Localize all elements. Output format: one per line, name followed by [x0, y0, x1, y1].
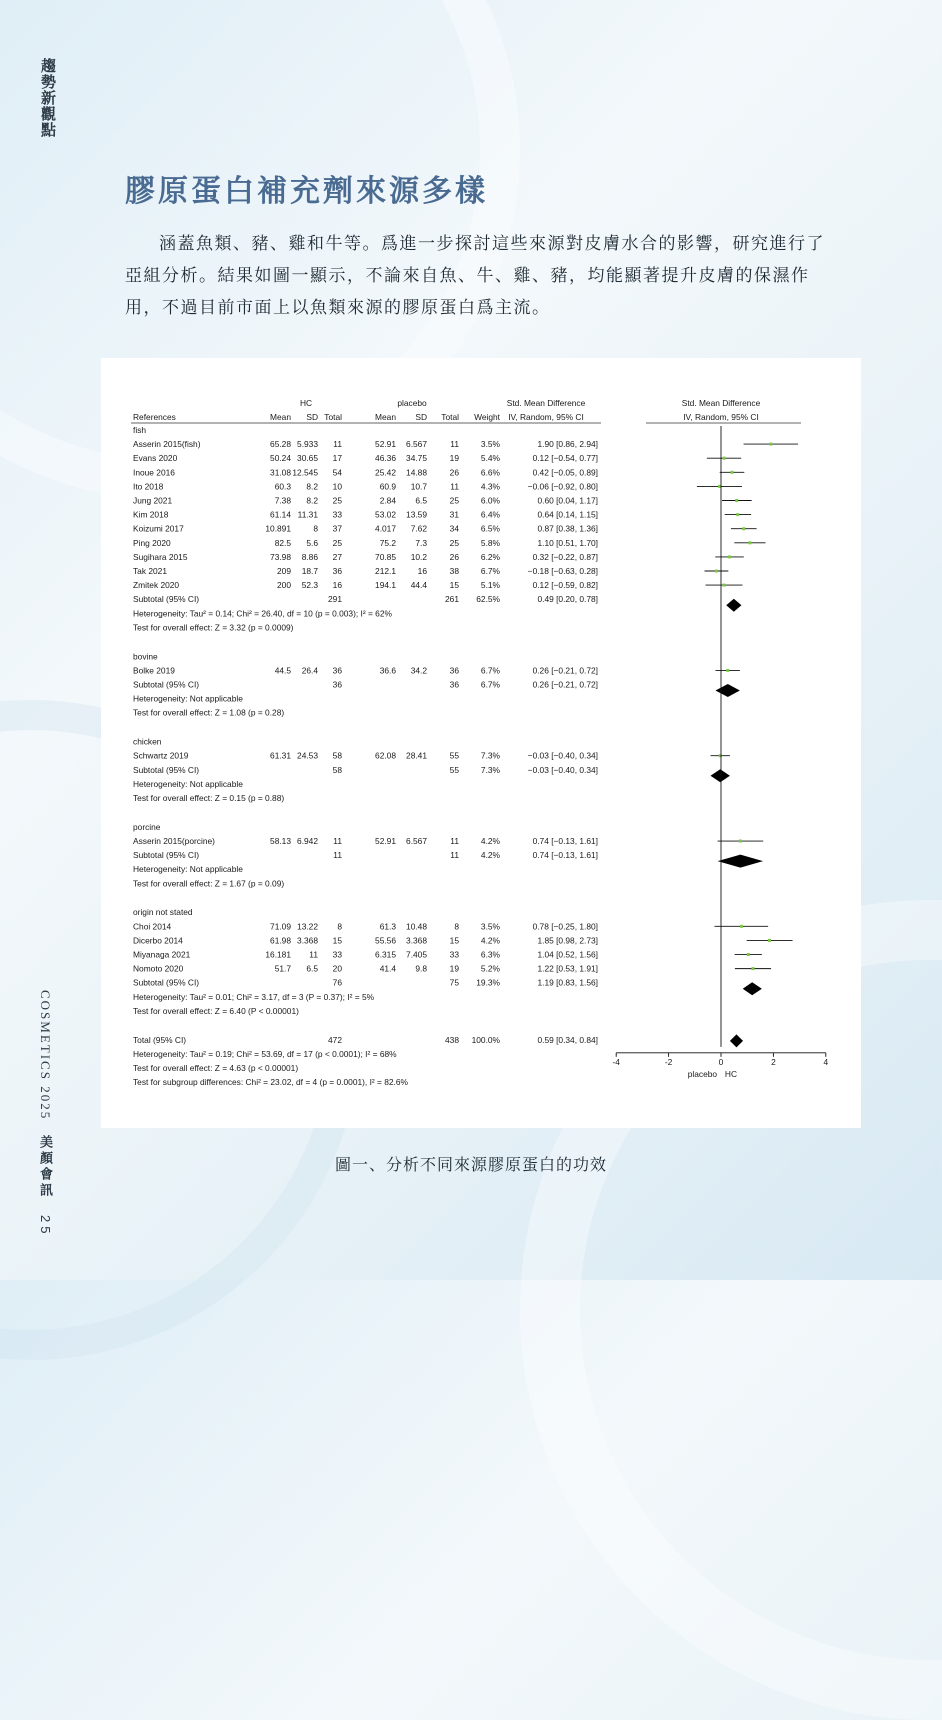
subtotal-diamond: [711, 769, 730, 782]
study-hc-sd: 24.53: [297, 750, 318, 761]
heterogeneity-text: Heterogeneity: Tau² = 0.14; Chi² = 26.40, df = 10 (p = 0.003); I² = 62%: [133, 608, 392, 619]
study-placebo-total: 26: [449, 467, 459, 478]
study-placebo-sd: 7.3: [415, 537, 427, 548]
study-placebo-total: 25: [449, 537, 459, 548]
study-placebo-total: 19: [449, 963, 459, 974]
subtotal-label: Subtotal (95% CI): [133, 850, 200, 861]
study-weight: 6.7%: [480, 566, 500, 576]
study-hc-sd: 26.4: [301, 665, 318, 676]
study-placebo-mean: 36.6: [379, 665, 396, 676]
point-estimate: [748, 541, 751, 544]
footer-statistic: Test for subgroup differences: Chi² = 23.02, df = 4 (p = 0.0001), I² = 82.6%: [133, 1077, 408, 1088]
total-label: Total (95% CI): [133, 1034, 187, 1045]
study-placebo-mean: 52.91: [375, 836, 396, 847]
study-placebo-mean: 55.56: [375, 935, 396, 946]
subtotal-label: Subtotal (95% CI): [133, 764, 200, 775]
study-reference: Nomoto 2020: [133, 963, 184, 974]
study-hc-mean: 61.31: [270, 750, 291, 761]
study-ci: 1.90 [0.86, 2.94]: [537, 439, 598, 450]
study-hc-mean: 200: [277, 580, 291, 591]
study-placebo-total: 25: [449, 495, 459, 506]
study-placebo-sd: 34.75: [406, 453, 427, 464]
study-hc-mean: 60.3: [274, 481, 291, 492]
magazine-cn: 美顏會訊: [38, 1135, 53, 1200]
x-axis-left-label: placebo: [687, 1068, 718, 1079]
study-placebo-mean: 6.315: [375, 949, 396, 960]
study-reference: Asserin 2015(porcine): [133, 836, 215, 847]
study-placebo-mean: 52.91: [375, 439, 396, 450]
study-ci: 0.60 [0.04, 1.17]: [537, 495, 598, 506]
subtotal-label: Subtotal (95% CI): [133, 594, 200, 605]
study-reference: Zmitek 2020: [133, 580, 180, 591]
study-reference: Miyanaga 2021: [133, 949, 191, 960]
subtotal-weight: 6.7%: [480, 679, 500, 690]
page-title: 膠原蛋白補充劑來源多樣: [125, 175, 488, 208]
study-reference: Ping 2020: [133, 537, 171, 548]
study-placebo-total: 26: [449, 551, 459, 562]
study-placebo-total: 31: [449, 509, 459, 520]
study-placebo-mean: 61.3: [379, 921, 396, 932]
study-hc-sd: 8.86: [301, 551, 318, 562]
study-ci: 0.64 [0.14, 1.15]: [537, 509, 598, 520]
study-placebo-mean: 53.02: [375, 509, 396, 520]
point-estimate: [736, 513, 739, 516]
study-hc-sd: 30.65: [297, 453, 318, 464]
study-placebo-total: 38: [449, 566, 459, 576]
point-estimate: [718, 485, 721, 488]
forest-plot-figure: [101, 358, 861, 1128]
study-weight: 3.5%: [480, 921, 500, 932]
study-hc-total: 11: [333, 439, 342, 450]
section-label: 趨勢新觀點: [39, 58, 56, 138]
study-weight: 6.0%: [480, 495, 500, 506]
subtotal-placebo-total: 75: [449, 977, 459, 988]
overall-effect-text: Test for overall effect: Z = 0.15 (p = 0.88): [133, 793, 285, 804]
footer-statistic: Test for overall effect: Z = 4.63 (p < 0.00001): [133, 1063, 299, 1074]
study-placebo-sd: 10.7: [410, 481, 427, 492]
study-hc-total: 15: [332, 935, 342, 946]
study-placebo-mean: 25.42: [375, 467, 396, 478]
study-weight: 4.2%: [480, 836, 500, 847]
study-placebo-mean: 75.2: [379, 537, 396, 548]
column-header-references: References: [133, 412, 176, 422]
study-placebo-total: 11: [450, 481, 459, 492]
study-reference: Tak 2021: [133, 566, 167, 576]
study-weight: 4.3%: [480, 481, 500, 492]
study-placebo-sd: 7.62: [410, 523, 427, 534]
study-placebo-sd: 44.4: [410, 580, 427, 591]
point-estimate: [728, 555, 731, 558]
study-ci: 1.04 [0.52, 1.56]: [537, 949, 598, 960]
subtotal-hc-total: 76: [332, 977, 342, 988]
study-ci: 0.26 [−0.21, 0.72]: [532, 665, 598, 676]
study-placebo-mean: 60.9: [379, 481, 396, 492]
study-placebo-mean: 41.4: [379, 963, 396, 974]
study-hc-mean: 10.891: [265, 523, 291, 534]
study-hc-mean: 71.09: [270, 921, 291, 932]
study-hc-mean: 73.98: [270, 551, 291, 562]
overall-effect-text: Test for overall effect: Z = 6.40 (P < 0.00001): [133, 1005, 299, 1016]
study-reference: Inoue 2016: [133, 467, 175, 478]
study-reference: Bolke 2019: [133, 665, 175, 676]
study-placebo-total: 15: [449, 935, 459, 946]
study-hc-sd: 12.545: [292, 467, 318, 478]
group-name: porcine: [133, 821, 161, 832]
study-reference: Jung 2021: [133, 495, 173, 506]
study-weight: 5.2%: [480, 963, 500, 974]
study-hc-sd: 5.6: [306, 537, 318, 548]
point-estimate: [751, 967, 754, 970]
study-reference: Dicerbo 2014: [133, 935, 183, 946]
study-placebo-sd: 9.8: [415, 963, 427, 974]
study-placebo-mean: 62.08: [375, 750, 396, 761]
study-ci: 0.42 [−0.05, 0.89]: [532, 467, 598, 478]
study-hc-sd: 3.368: [297, 935, 318, 946]
plot-header-smd: Std. Mean Difference: [681, 398, 761, 408]
subtotal-hc-total: 36: [332, 679, 342, 690]
point-estimate: [740, 925, 743, 928]
study-hc-sd: 5.933: [297, 439, 318, 450]
subtotal-hc-total: 291: [328, 594, 342, 605]
study-hc-sd: 13.22: [297, 921, 318, 932]
study-ci: 1.22 [0.53, 1.91]: [537, 963, 598, 974]
study-hc-total: 54: [332, 467, 342, 478]
study-hc-sd: 8: [313, 523, 318, 534]
study-reference: Kim 2018: [133, 509, 169, 520]
subtotal-placebo-total: 11: [450, 850, 459, 861]
study-reference: Schwartz 2019: [133, 750, 189, 761]
study-placebo-total: 15: [449, 580, 459, 591]
column-header-smd: Std. Mean Difference: [506, 398, 586, 408]
point-estimate: [715, 570, 718, 573]
total-ci: 0.59 [0.34, 0.84]: [537, 1034, 598, 1045]
study-hc-mean: 31.08: [270, 467, 291, 478]
subtotal-diamond: [743, 982, 762, 995]
study-weight: 6.5%: [480, 523, 500, 534]
point-estimate: [742, 527, 745, 530]
footer-statistic: Heterogeneity: Tau² = 0.19; Chi² = 53.69, df = 17 (p < 0.0001); I² = 68%: [133, 1048, 397, 1059]
study-hc-mean: 7.38: [274, 495, 291, 506]
study-placebo-mean: 70.85: [375, 551, 396, 562]
point-estimate: [731, 471, 734, 474]
overall-effect-text: Test for overall effect: Z = 1.67 (p = 0.09): [133, 878, 285, 889]
study-hc-sd: 6.942: [297, 836, 318, 847]
plot-header-smd-sub: IV, Random, 95% CI: [683, 412, 759, 422]
column-header-mean: Mean: [270, 412, 291, 422]
study-hc-sd: 11: [309, 949, 318, 960]
body-paragraph: 涵蓋魚類、豬、雞和牛等。爲進一步探討這些來源對皮膚水合的影響，研究進行了亞組分析。結果如圖一顯示，不論來自魚、牛、雞、豬，均能顯著提升皮膚的保濕作用，不過目前市面上以魚類來源的膠原蛋白爲主流。: [125, 234, 825, 317]
total-placebo-total: 438: [445, 1034, 459, 1045]
subtotal-placebo-total: 36: [449, 679, 459, 690]
study-placebo-sd: 6.5: [415, 495, 427, 506]
point-estimate: [769, 443, 772, 446]
study-placebo-sd: 6.567: [406, 439, 427, 450]
subtotal-ci: 1.19 [0.83, 1.56]: [537, 977, 598, 988]
study-placebo-sd: 3.368: [406, 935, 427, 946]
heterogeneity-text: Heterogeneity: Not applicable: [133, 693, 243, 704]
study-ci: 1.10 [0.51, 1.70]: [537, 537, 598, 548]
study-ci: 0.78 [−0.25, 1.80]: [532, 921, 598, 932]
column-header-hc: HC: [299, 398, 313, 408]
column-header-total: Total: [441, 412, 459, 422]
study-weight: 6.7%: [480, 665, 500, 676]
study-placebo-total: 11: [450, 836, 459, 847]
study-placebo-mean: 212.1: [375, 566, 396, 576]
study-hc-mean: 61.98: [270, 935, 291, 946]
subtotal-hc-total: 58: [332, 764, 342, 775]
study-hc-total: 10: [332, 481, 342, 492]
group-name: origin not stated: [133, 907, 193, 918]
total-hc-total: 472: [328, 1034, 342, 1045]
point-estimate: [723, 584, 726, 587]
study-weight: 4.2%: [480, 935, 500, 946]
x-axis-tick-label: 4: [823, 1056, 829, 1067]
study-weight: 6.6%: [480, 467, 500, 478]
subtotal-weight: 19.3%: [476, 977, 500, 988]
study-placebo-total: 8: [454, 921, 459, 932]
subtotal-ci: 0.49 [0.20, 0.78]: [537, 594, 598, 605]
study-placebo-sd: 10.2: [410, 551, 427, 562]
study-ci: 0.12 [−0.54, 0.77]: [532, 453, 598, 464]
study-hc-sd: 6.5: [306, 963, 318, 974]
group-name: bovine: [133, 651, 158, 662]
study-placebo-sd: 10.48: [406, 921, 427, 932]
study-placebo-total: 33: [449, 949, 459, 960]
study-weight: 3.5%: [480, 439, 500, 450]
study-weight: 5.8%: [480, 537, 500, 548]
study-hc-total: 36: [332, 665, 342, 676]
study-placebo-mean: 2.84: [379, 495, 396, 506]
subtotal-label: Subtotal (95% CI): [133, 679, 200, 690]
study-weight: 6.3%: [480, 949, 500, 960]
study-placebo-total: 19: [449, 453, 459, 464]
study-hc-total: 25: [332, 537, 342, 548]
heterogeneity-text: Heterogeneity: Not applicable: [133, 864, 243, 875]
study-placebo-total: 55: [449, 750, 459, 761]
study-reference: Evans 2020: [133, 453, 178, 464]
study-hc-mean: 82.5: [274, 537, 291, 548]
study-hc-mean: 61.14: [270, 509, 291, 520]
subtotal-ci: −0.03 [−0.40, 0.34]: [527, 764, 598, 775]
subtotal-ci: 0.74 [−0.13, 1.61]: [532, 850, 598, 861]
x-axis-right-label: HC: [724, 1068, 738, 1079]
study-hc-total: 17: [332, 453, 342, 464]
total-diamond: [730, 1034, 743, 1047]
subtotal-weight: 4.2%: [480, 850, 500, 861]
study-weight: 6.2%: [480, 551, 500, 562]
study-ci: 0.32 [−0.22, 0.87]: [532, 551, 598, 562]
column-header-mean: Mean: [375, 412, 396, 422]
x-axis-tick-label: -4: [612, 1056, 620, 1067]
study-hc-sd: 52.3: [301, 580, 318, 591]
overall-effect-text: Test for overall effect: Z = 3.32 (p = 0.0009): [133, 622, 294, 633]
subtotal-hc-total: 11: [333, 850, 342, 861]
forest-plot: [101, 358, 861, 1128]
study-hc-total: 37: [332, 523, 342, 534]
study-hc-mean: 50.24: [270, 453, 291, 464]
study-hc-total: 20: [332, 963, 342, 974]
study-placebo-total: 34: [449, 523, 459, 534]
study-hc-mean: 16.181: [265, 949, 291, 960]
study-placebo-sd: 34.2: [410, 665, 427, 676]
study-placebo-sd: 6.567: [406, 836, 427, 847]
study-hc-mean: 209: [277, 566, 291, 576]
study-placebo-mean: 194.1: [375, 580, 396, 591]
point-estimate: [726, 669, 729, 672]
subtotal-ci: 0.26 [−0.21, 0.72]: [532, 679, 598, 690]
column-header-smd-sub: IV, Random, 95% CI: [508, 412, 584, 422]
figure-caption: 圖一、分析不同來源膠原蛋白的功效: [334, 1157, 607, 1174]
subtotal-weight: 7.3%: [480, 764, 500, 775]
study-placebo-mean: 4.017: [375, 523, 396, 534]
study-weight: 7.3%: [480, 750, 500, 761]
study-reference: Asserin 2015(fish): [133, 439, 201, 450]
study-placebo-sd: 7.405: [406, 949, 427, 960]
study-hc-sd: 8.2: [306, 495, 318, 506]
study-hc-mean: 44.5: [274, 665, 291, 676]
study-hc-total: 8: [337, 921, 342, 932]
study-hc-total: 27: [332, 551, 342, 562]
study-hc-mean: 58.13: [270, 836, 291, 847]
subtotal-diamond: [715, 684, 739, 697]
study-reference: Ito 2018: [133, 481, 164, 492]
study-hc-sd: 8.2: [306, 481, 318, 492]
column-header-placebo: placebo: [397, 398, 427, 408]
study-hc-total: 36: [332, 566, 342, 576]
study-reference: Koizumi 2017: [133, 523, 184, 534]
heterogeneity-text: Heterogeneity: Tau² = 0.01; Chi² = 3.17, df = 3 (P = 0.37); I² = 5%: [133, 991, 375, 1002]
x-axis-tick-label: 0: [718, 1056, 724, 1067]
study-hc-mean: 51.7: [274, 963, 291, 974]
study-hc-sd: 11.31: [297, 509, 318, 520]
x-axis-tick-label: -2: [664, 1056, 673, 1067]
column-header-sd: SD: [306, 412, 318, 422]
study-placebo-sd: 14.88: [406, 467, 427, 478]
subtotal-placebo-total: 261: [445, 594, 459, 605]
heterogeneity-text: Heterogeneity: Not applicable: [133, 778, 243, 789]
x-axis-tick-label: 2: [771, 1056, 776, 1067]
study-weight: 5.1%: [480, 580, 500, 591]
study-placebo-mean: 46.36: [375, 453, 396, 464]
point-estimate: [768, 939, 771, 942]
study-hc-total: 11: [333, 836, 342, 847]
column-header-total: Total: [324, 412, 342, 422]
study-weight: 6.4%: [480, 509, 500, 520]
study-hc-total: 58: [332, 750, 342, 761]
study-hc-mean: 65.28: [270, 439, 291, 450]
study-hc-total: 33: [332, 949, 342, 960]
study-hc-total: 33: [332, 509, 342, 520]
point-estimate: [747, 953, 750, 956]
point-estimate: [723, 457, 726, 460]
study-placebo-sd: 28.41: [406, 750, 427, 761]
subtotal-diamond: [726, 599, 741, 612]
column-header-sd: SD: [415, 412, 427, 422]
column-header-weight: Weight: [474, 412, 500, 422]
study-ci: 0.12 [−0.59, 0.82]: [532, 580, 598, 591]
study-weight: 5.4%: [480, 453, 500, 464]
study-placebo-total: 11: [450, 439, 459, 450]
study-placebo-total: 36: [449, 665, 459, 676]
point-estimate: [735, 499, 738, 502]
study-ci: 1.85 [0.98, 2.73]: [537, 935, 598, 946]
subtotal-placebo-total: 55: [449, 764, 459, 775]
point-estimate: [739, 840, 742, 843]
study-ci: 0.74 [−0.13, 1.61]: [532, 836, 598, 847]
study-ci: 0.87 [0.38, 1.36]: [537, 523, 598, 534]
study-ci: −0.18 [−0.63, 0.28]: [527, 566, 598, 576]
study-hc-total: 16: [332, 580, 342, 591]
page-number: 25: [38, 1214, 53, 1238]
magazine-name: COSMETICS 2025: [38, 990, 53, 1121]
study-reference: Choi 2014: [133, 921, 172, 932]
study-ci: −0.06 [−0.92, 0.80]: [527, 481, 598, 492]
total-weight: 100.0%: [471, 1034, 500, 1045]
subtotal-weight: 62.5%: [476, 594, 500, 605]
study-hc-total: 25: [332, 495, 342, 506]
study-placebo-sd: 16: [417, 566, 427, 576]
magazine-footer: [36, 990, 55, 1237]
subtotal-label: Subtotal (95% CI): [133, 977, 200, 988]
group-name: chicken: [133, 736, 162, 747]
study-placebo-sd: 13.59: [406, 509, 427, 520]
study-hc-sd: 18.7: [301, 566, 318, 576]
overall-effect-text: Test for overall effect: Z = 1.08 (p = 0.28): [133, 707, 285, 718]
subtotal-diamond: [718, 855, 764, 868]
study-reference: Sugihara 2015: [133, 551, 188, 562]
study-ci: −0.03 [−0.40, 0.34]: [527, 750, 598, 761]
group-name: fish: [133, 425, 147, 435]
